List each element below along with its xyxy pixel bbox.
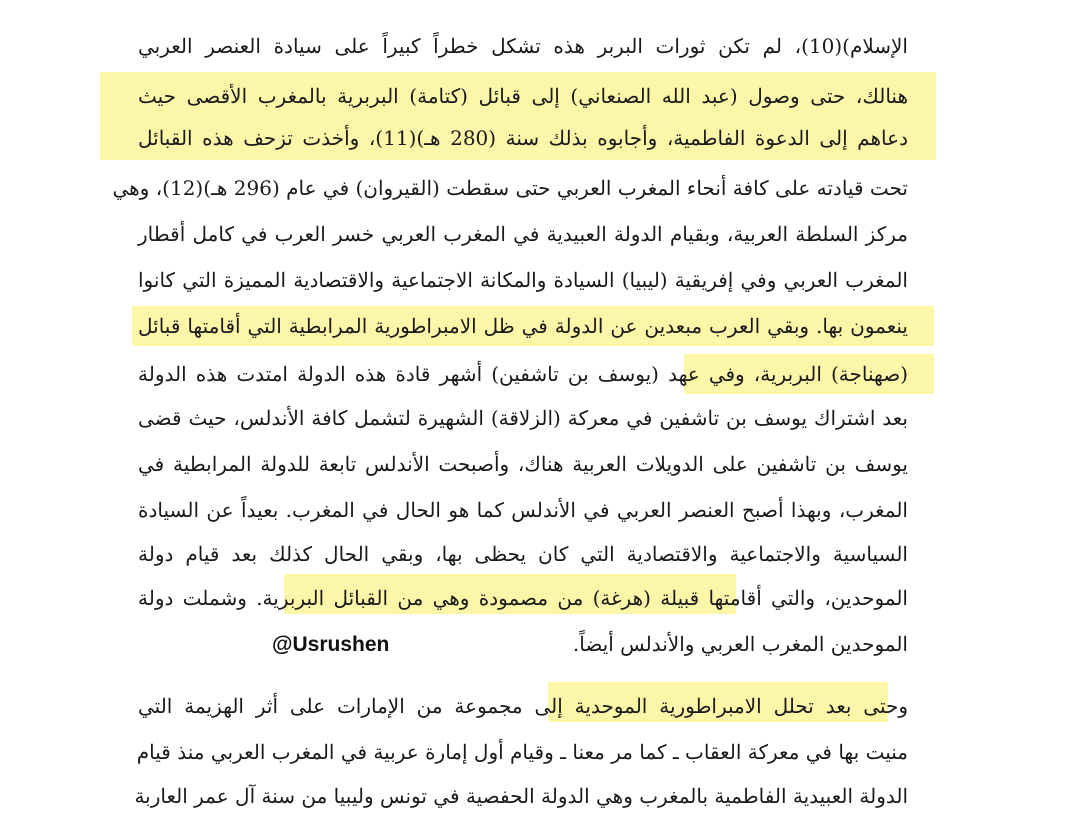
text-line: الدولة العبيدية الفاطمية بالمغرب وهي الدولة الحفصية في تونس وليبيا من سنة آل عمر العاربة	[134, 784, 908, 808]
text-line: الموحدين المغرب العربي والأندلس أيضاً.	[572, 632, 908, 656]
text-line: يوسف بن تاشفين على الدويلات العربية هناك، وأصبحت الأندلس تابعة للدولة المرابطية في	[138, 452, 908, 476]
text-line: الإسلام)(10)، لم تكن ثورات البربر هذه تشكل خطراً كبيراً على سيادة العنصر العربي	[138, 34, 908, 58]
text-line: تحت قيادته على كافة أنحاء المغرب العربي حتى سقطت (القيروان) في عام (296 هـ)(12)، وهي	[112, 176, 908, 200]
text-line: بعد اشتراك يوسف بن تاشفين في معركة (الزلاقة) الشهيرة لتشمل كافة الأندلس، حيث قضى	[138, 406, 908, 430]
text-line: السياسية والاجتماعية والاقتصادية التي كان يحظى بها، وبقي الحال كذلك بعد قيام دولة	[138, 542, 908, 566]
text-line: منيت بها في معركة العقاب ـ كما مر معنا ـ وقيام أول إمارة عربية في المغرب العربي منذ قيام	[136, 740, 908, 764]
text-line: المغرب، وبهذا أصبح العنصر العربي في الأندلس كما هو الحال في المغرب. بعيداً عن السيادة	[138, 498, 908, 522]
text-line: (صهناجة) البربرية، وفي عهد (يوسف بن تاشفين) أشهر قادة هذه الدولة امتدت هذه الدولة	[138, 362, 908, 386]
watermark-handle: @Usrushen	[272, 633, 390, 656]
text-line: وحتى بعد تحلل الامبراطورية الموحدية إلى مجموعة من الإمارات على أثر الهزيمة التي	[138, 694, 908, 718]
text-line: ينعمون بها. وبقي العرب مبعدين عن الدولة في ظل الامبراطورية المرابطية التي أقامتها قبائل	[138, 314, 908, 338]
text-line: دعاهم إلى الدعوة الفاطمية، وأجابوه بذلك سنة (280 هـ)(11)، وأخذت تزحف هذه القبائل	[138, 126, 908, 150]
text-line: مركز السلطة العربية، وبقيام الدولة العبيدية في المغرب العربي خسر العرب في كامل أقطار	[138, 222, 908, 246]
text-line: هنالك، حتى وصول (عبد الله الصنعاني) إلى قبائل (كتامة) البربرية بالمغرب الأقصى حيث	[138, 84, 908, 108]
text-line: المغرب العربي وفي إفريقية (ليبيا) السيادة والمكانة الاجتماعية والاقتصادية المميزة التي كانوا	[138, 268, 908, 292]
text-line: الموحدين، والتي أقامتها قبيلة (هرغة) من مصمودة وهي من القبائل البربرية. وشملت دولة	[138, 586, 908, 610]
